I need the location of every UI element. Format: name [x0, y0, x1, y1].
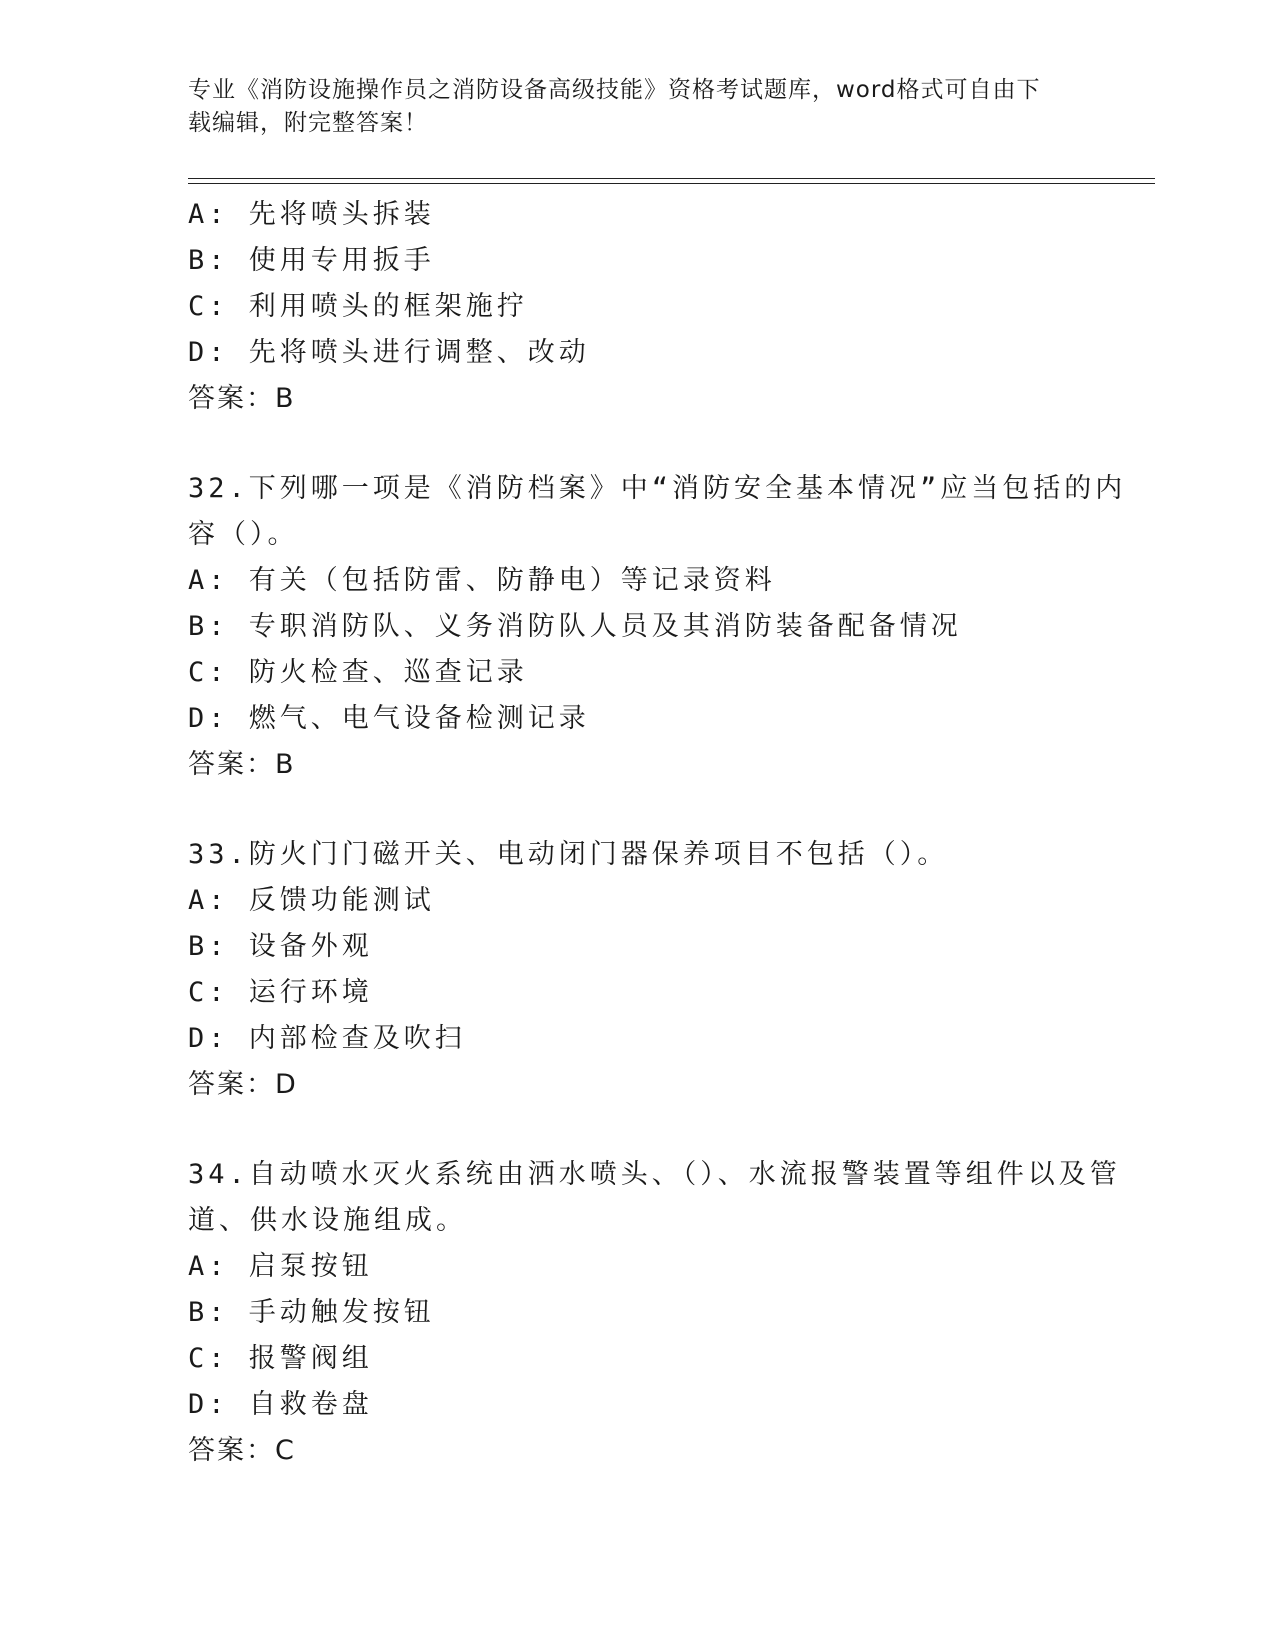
document-header	[188, 74, 1068, 140]
question-block-partial	[188, 192, 1088, 422]
question-block	[188, 1152, 1121, 1474]
answer-line: 答案：D	[188, 1069, 298, 1100]
header-divider-bottom	[188, 183, 1155, 184]
option-c: C: 防火检查、巡查记录	[188, 657, 528, 688]
header-line-1: 专业《消防设施操作员之消防设备高级技能》资格考试题库，word格式可自由下	[188, 77, 1041, 103]
question-stem-continued: 道、供水设施组成。	[188, 1205, 467, 1236]
header-line-2: 载编辑，附完整答案！	[188, 110, 428, 136]
option-b: B: 设备外观	[188, 931, 373, 962]
question-stem-continued: 容（）。	[188, 519, 299, 550]
question-stem: 32.下列哪一项是《消防档案》中“消防安全基本情况”应当包括的内	[188, 473, 1127, 504]
answer-line: 答案：C	[188, 1435, 296, 1466]
option-c: C: 运行环境	[188, 977, 373, 1008]
option-a: A: 先将喷头拆装	[188, 199, 435, 230]
question-stem: 34.自动喷水灭火系统由洒水喷头、（）、水流报警装置等组件以及管	[188, 1159, 1121, 1190]
option-d: D: 燃气、电气设备检测记录	[188, 703, 590, 734]
question-list	[188, 192, 1127, 1474]
option-a: A: 有关（包括防雷、防静电）等记录资料	[188, 565, 776, 596]
header-divider-top	[188, 178, 1155, 179]
option-d: D: 先将喷头进行调整、改动	[188, 337, 590, 368]
option-d: D: 自救卷盘	[188, 1389, 373, 1420]
option-d: D: 内部检查及吹扫	[188, 1023, 466, 1054]
answer-line: 答案：B	[188, 749, 296, 780]
option-b: B: 专职消防队、义务消防队人员及其消防装备配备情况	[188, 611, 962, 642]
question-block	[188, 832, 1088, 1108]
option-c: C: 报警阀组	[188, 1343, 373, 1374]
option-b: B: 手动触发按钮	[188, 1297, 435, 1328]
option-c: C: 利用喷头的框架施拧	[188, 291, 528, 322]
option-a: A: 启泵按钮	[188, 1251, 373, 1282]
answer-line: 答案：B	[188, 383, 296, 414]
question-block	[188, 466, 1127, 788]
option-a: A: 反馈功能测试	[188, 885, 435, 916]
question-stem: 33.防火门门磁开关、电动闭门器保养项目不包括（）。	[188, 839, 949, 870]
option-b: B: 使用专用扳手	[188, 245, 435, 276]
